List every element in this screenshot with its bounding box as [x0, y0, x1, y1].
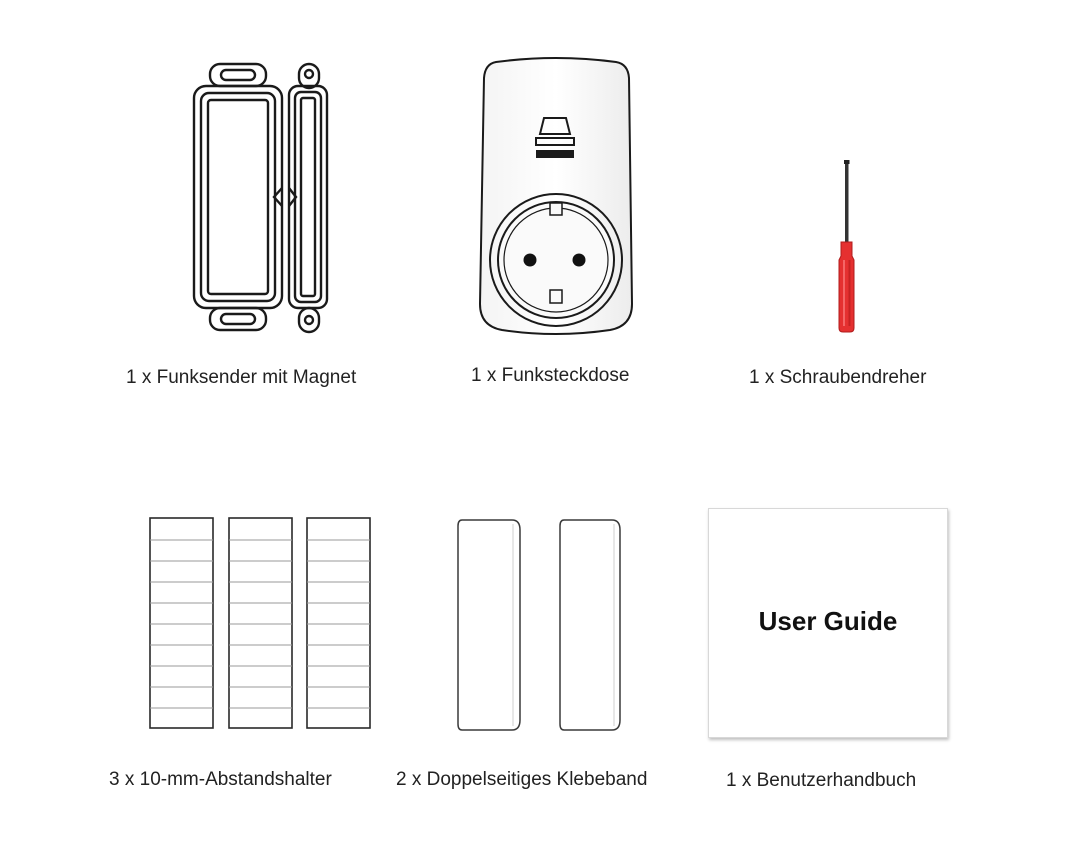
spacers-illustration [148, 516, 374, 732]
screwdriver-caption: 1 x Schraubendreher [749, 367, 927, 388]
user-guide-title: User Guide [758, 605, 898, 636]
manual-caption: 1 x Benutzerhandbuch [726, 770, 917, 791]
sensor-with-magnet-illustration [190, 62, 330, 334]
tape-caption: 2 x Doppelseitiges Klebeband [396, 769, 648, 790]
spacers-caption: 3 x 10-mm-Abstandshalter [109, 769, 332, 790]
smart-plug-illustration [478, 58, 634, 336]
plug-caption: 1 x Funksteckdose [471, 365, 630, 386]
screwdriver-illustration [832, 160, 862, 336]
sender-caption: 1 x Funksender mit Magnet [126, 367, 357, 388]
user-guide-booklet [708, 508, 948, 738]
adhesive-tape-illustration [456, 518, 624, 734]
